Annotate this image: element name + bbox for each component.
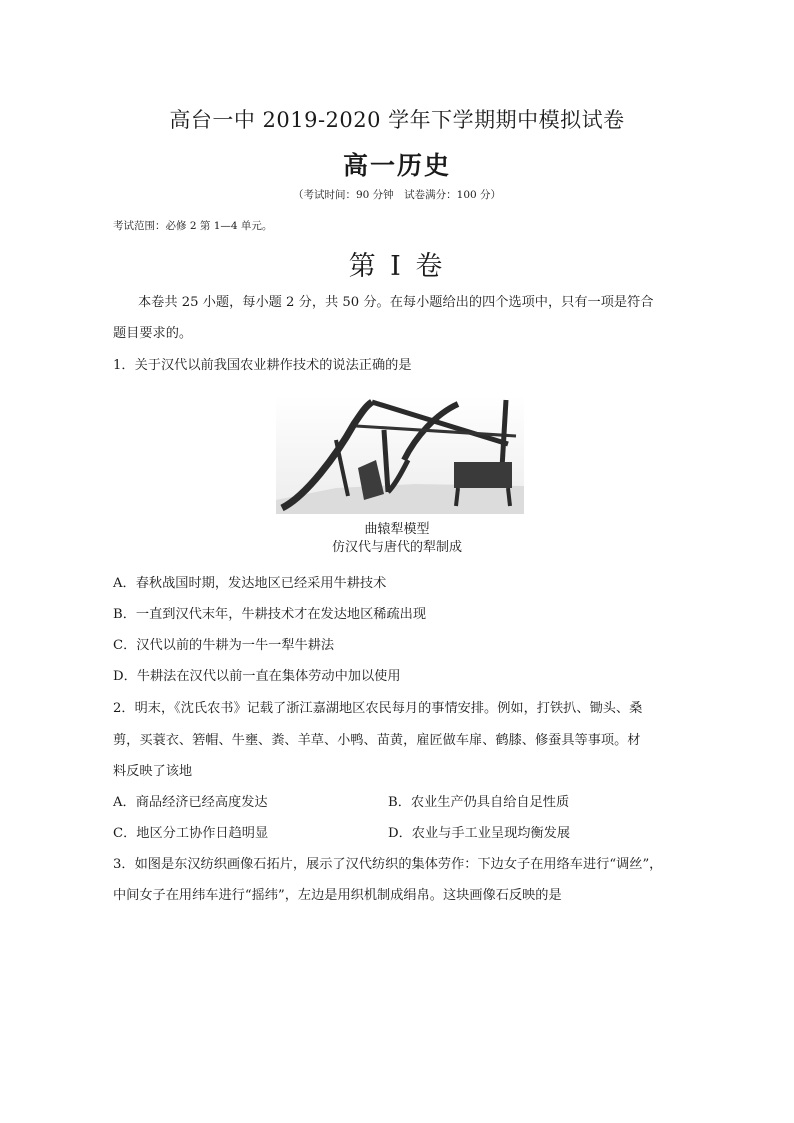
curved-plow-model-image (276, 396, 524, 514)
q2-option-b: B．农业生产仍具自给自足性质 (388, 795, 570, 810)
q2-option-d: D．农业与手工业呈现均衡发展 (388, 826, 571, 841)
volume-heading: 第 I 卷 (348, 251, 446, 282)
question-2-stem-line-1: 2．明末，《沈氏农书》记载了浙江嘉湖地区农民每月的事情安排。例如，打铁扒、锄头、桑 (113, 701, 643, 716)
instructions-line-2: 题目要求的。 (113, 326, 193, 341)
exam-meta: （考试时间：90 分钟 试卷满分：100 分） (292, 189, 502, 201)
figure-caption-1: 曲辕犁模型 (364, 522, 430, 537)
q1-option-b: B．一直到汉代末年，牛耕技术才在发达地区稀疏出现 (113, 607, 427, 622)
exam-title: 高台一中 2019-2020 学年下学期期中模拟试卷 (169, 108, 625, 132)
q2-option-c: C．地区分工协作日趋明显 (113, 826, 269, 841)
question-3-stem-line-1: 3．如图是东汉纺织画像石拓片，展示了汉代纺织的集体劳作：下边女子在用络车进行“调丝”， (113, 857, 663, 872)
subject-title: 高一历史 (342, 151, 451, 180)
figure-caption-2: 仿汉代与唐代的犁制成 (331, 540, 462, 555)
q1-option-a: A．春秋战国时期，发达地区已经采用牛耕技术 (113, 576, 387, 591)
question-2-stem-line-3: 料反映了该地 (113, 764, 193, 779)
q2-option-a: A．商品经济已经高度发达 (113, 795, 268, 810)
instructions-line-1: 本卷共 25 小题，每小题 2 分，共 50 分。在每小题给出的四个选项中，只有一项是符合 (138, 295, 654, 310)
question-1-stem: 1．关于汉代以前我国农业耕作技术的说法正确的是 (113, 358, 412, 373)
exam-scope: 考试范围：必修 2 第 1—4 单元。 (113, 220, 273, 232)
q1-option-c: C．汉代以前的牛耕为一牛一犁牛耕法 (113, 638, 335, 653)
question-2-stem-line-2: 剪，买蓑衣、箬帽、牛壅、粪、羊草、小鸭、苗黄，雇匠做车扉、鹤膝、修蚕具等事项。材 (113, 733, 641, 748)
q1-option-d: D．牛耕法在汉代以前一直在集体劳动中加以使用 (113, 669, 401, 684)
question-3-stem-line-2: 中间女子在用纬车进行“摇纬”，左边是用织机制成绢帛。这块画像石反映的是 (113, 888, 562, 903)
